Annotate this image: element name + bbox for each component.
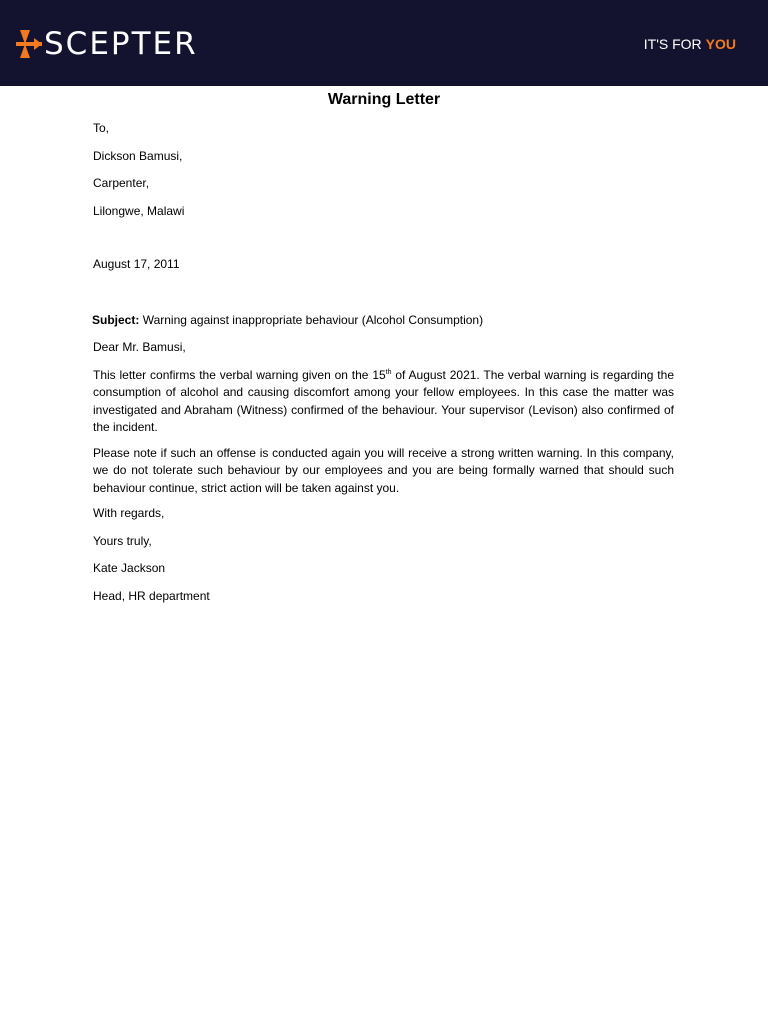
closing-yours-truly: Yours truly,: [93, 533, 152, 548]
paragraph-verbal-warning: [93, 367, 674, 437]
document-title: Warning Letter: [327, 91, 441, 108]
letter-body: [93, 120, 674, 615]
subject-label: Subject:: [92, 312, 140, 327]
recipient-title: Carpenter,: [93, 176, 150, 190]
tagline-accent: YOU: [705, 36, 736, 52]
recipient-name: Dickson Bamusi,: [93, 148, 183, 163]
brand-logo: [16, 26, 198, 62]
paragraph-final-warning: Please note if such an offense is conducted again you will receive a strong written warning. In this company, we do not tolerate such behaviour by our employees and you are being formally warned that should such behaviour continue, strict action will be taken against you.: [93, 445, 674, 495]
signer-title: Head, HR department: [93, 588, 210, 603]
header-bar: [0, 0, 768, 86]
to-line: To,: [93, 121, 110, 135]
recipient-location: Lilongwe, Malawi: [93, 203, 185, 218]
salutation: Dear Mr. Bamusi,: [93, 340, 186, 354]
closing-regards: With regards,: [93, 506, 165, 520]
signer-name: Kate Jackson: [93, 561, 166, 575]
letter-date: August 17, 2011: [93, 257, 180, 271]
tagline-prefix: IT'S FOR: [643, 36, 702, 52]
paragraph-1-end: of August 2021. The verbal warning is regarding the consumption of alcohol and causing discomfort among your fellow employees. In this case the matter was investigated and Abraham (Witness) confirmed of the behaviour. Your supervisor (Levison) also confirmed of the incident.: [93, 367, 674, 434]
subject-line: [92, 312, 674, 340]
scepter-mark-icon: [16, 26, 42, 62]
subject-text: Warning against inappropriate behaviour (Alcohol Consumption): [142, 312, 484, 327]
paragraph-1-start: This letter confirms the verbal warning given on the 15: [93, 367, 386, 382]
ordinal-suffix: th: [385, 368, 392, 376]
tagline: [644, 35, 736, 53]
brand-name: SCEPTER: [44, 26, 198, 62]
